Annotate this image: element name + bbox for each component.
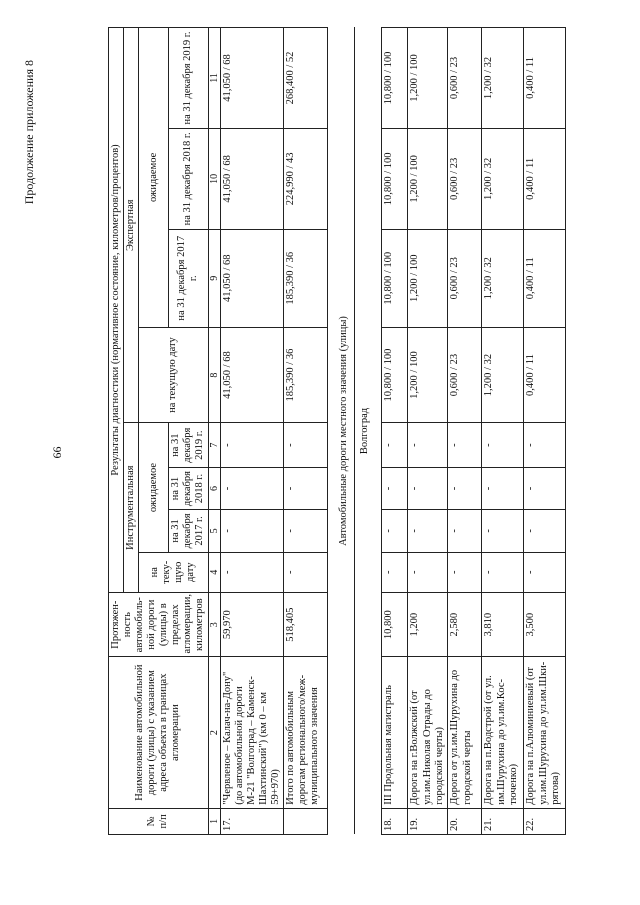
table-row [284, 28, 328, 835]
row-name: "Червленое – Калач-на-Дону" (до автомобильной дороги М-21 "Волгоград – Каменск-Шахтинский") (км 0 – км 59+970) [221, 657, 284, 808]
row-c4: - [482, 552, 524, 592]
row-c9: 41,050 / 68 [221, 229, 284, 327]
row-c4: - [408, 552, 448, 592]
row-c5: - [221, 510, 284, 552]
page-number: 66 [50, 446, 64, 459]
table-row [524, 28, 566, 835]
header-exp-expected: ожидаемое [139, 28, 169, 328]
row-c11: 268,400 / 52 [284, 28, 328, 129]
row-c6: - [382, 467, 408, 509]
header-inst-current: на теку-щую дату [139, 552, 208, 592]
row-c7: - [448, 423, 482, 467]
row-c9: 1,200 / 32 [482, 229, 524, 327]
row-no: 18. [382, 808, 408, 834]
row-length: 1,200 [408, 592, 448, 657]
row-c5: - [524, 510, 566, 552]
row-c11: 0,400 / 11 [524, 28, 566, 129]
row-no: 19. [408, 808, 448, 834]
row-c6: - [524, 467, 566, 509]
header-inst-2019: на 31 декабря 2019 г. [169, 423, 208, 467]
table-row [382, 28, 408, 835]
row-c9: 10,800 / 100 [382, 229, 408, 327]
row-no: 20. [448, 808, 482, 834]
row-c8: 0,400 / 11 [524, 327, 566, 423]
section-row [328, 28, 355, 835]
row-c4: - [524, 552, 566, 592]
row-c4: - [221, 552, 284, 592]
row-c7: - [284, 423, 328, 467]
row-c4: - [448, 552, 482, 592]
row-c10: 224,990 / 43 [284, 128, 328, 229]
row-name: Дорога на п.Водстрой (от ул. им.Шурухина до ул.им.Кос-тюченко) [482, 657, 524, 808]
row-c6: - [482, 467, 524, 509]
row-name: III Продольная магистраль [382, 657, 408, 808]
row-name: Дорога от ул.им.Шурухина до городской черты [448, 657, 482, 808]
row-c4: - [284, 552, 328, 592]
row-c10: 0,600 / 23 [448, 128, 482, 229]
table-row [408, 28, 448, 835]
row-c9: 0,400 / 11 [524, 229, 566, 327]
row-c11: 10,800 / 100 [382, 28, 408, 129]
row-c11: 1,200 / 32 [482, 28, 524, 129]
col-number: 5 [208, 510, 221, 552]
row-c8: 1,200 / 32 [482, 327, 524, 423]
row-c5: - [284, 510, 328, 552]
col-number: 4 [208, 552, 221, 592]
row-c5: - [448, 510, 482, 552]
row-c9: 1,200 / 100 [408, 229, 448, 327]
header-exp-2019: на 31 декабря 2019 г. [169, 28, 208, 129]
row-c8: 10,800 / 100 [382, 327, 408, 423]
row-c8: 1,200 / 100 [408, 327, 448, 423]
row-no: 21. [482, 808, 524, 834]
row-c5: - [382, 510, 408, 552]
header-exp-2018: на 31 декабря 2018 г. [169, 128, 208, 229]
row-c6: - [408, 467, 448, 509]
row-c7: - [408, 423, 448, 467]
header-exp-2017: на 31 декабря 2017 г. [169, 229, 208, 327]
col-number: 1 [208, 808, 221, 834]
diagnostics-table [108, 27, 566, 835]
row-length: 10,800 [382, 592, 408, 657]
column-numbers-row [208, 28, 221, 835]
row-c7: - [382, 423, 408, 467]
header-expert: Экспертная [124, 28, 139, 423]
row-c5: - [408, 510, 448, 552]
row-c9: 0,600 / 23 [448, 229, 482, 327]
row-length: 3,500 [524, 592, 566, 657]
row-c4: - [382, 552, 408, 592]
row-c11: 41,050 / 68 [221, 28, 284, 129]
col-number: 7 [208, 423, 221, 467]
row-c11: 0,600 / 23 [448, 28, 482, 129]
table-row [221, 28, 284, 835]
header-exp-current: на текущую дату [139, 327, 208, 423]
continuation-note: Продолжение приложения 8 [22, 60, 36, 205]
col-number: 6 [208, 467, 221, 509]
header-no: № п/п [109, 808, 209, 834]
section-title: Автомобильные дороги местного значения (улицы) [328, 28, 355, 835]
col-number: 2 [208, 657, 221, 808]
col-number: 8 [208, 327, 221, 423]
row-c11: 1,200 / 100 [408, 28, 448, 129]
row-c9: 185,390 / 36 [284, 229, 328, 327]
header-name: Наименование автомобильной дороги (улицы) с указанием адреса объекта в границах агломерации [109, 657, 209, 808]
table-row [448, 28, 482, 835]
row-c6: - [221, 467, 284, 509]
city-row [355, 28, 382, 835]
row-c5: - [482, 510, 524, 552]
row-c10: 0,400 / 11 [524, 128, 566, 229]
row-name: Дорога на п.Алюминиевый (от ул.им.Шурухина до ул.им.Шки-рятова) [524, 657, 566, 808]
row-no: 22. [524, 808, 566, 834]
col-number: 10 [208, 128, 221, 229]
row-c7: - [482, 423, 524, 467]
header-inst-2017: на 31 декабря 2017 г. [169, 510, 208, 552]
row-c6: - [284, 467, 328, 509]
row-no [284, 808, 328, 834]
row-no: 17. [221, 808, 284, 834]
row-name: Дорога на г.Волжский (от ул.им.Николая Отрады до городской черты) [408, 657, 448, 808]
header-length: Протяжен-ность автомобиль-ной дороги (улицы) в пределах агломерации, километров [109, 592, 209, 657]
header-inst-2018: на 31 декабря 2018 г. [169, 467, 208, 509]
row-length: 3,810 [482, 592, 524, 657]
row-c10: 41,050 / 68 [221, 128, 284, 229]
col-number: 9 [208, 229, 221, 327]
header-instrumental: Инструментальная [124, 423, 139, 592]
row-c8: 185,390 / 36 [284, 327, 328, 423]
row-c10: 1,200 / 32 [482, 128, 524, 229]
col-number: 11 [208, 28, 221, 129]
row-name: Итого по автомобильным дорогам регионального/меж-муниципального значения [284, 657, 328, 808]
row-length: 59,970 [221, 592, 284, 657]
header-inst-expected: ожидаемое [139, 423, 169, 552]
row-length: 518,405 [284, 592, 328, 657]
row-c10: 10,800 / 100 [382, 128, 408, 229]
header-results: Результаты диагностики (нормативное состояние, километров/процентов) [109, 28, 124, 593]
row-c8: 0,600 / 23 [448, 327, 482, 423]
city-title: Волгоград [359, 407, 371, 455]
row-c10: 1,200 / 100 [408, 128, 448, 229]
row-c7: - [524, 423, 566, 467]
col-number: 3 [208, 592, 221, 657]
row-c6: - [448, 467, 482, 509]
row-c7: - [221, 423, 284, 467]
row-c8: 41,050 / 68 [221, 327, 284, 423]
row-length: 2,580 [448, 592, 482, 657]
table-row [482, 28, 524, 835]
